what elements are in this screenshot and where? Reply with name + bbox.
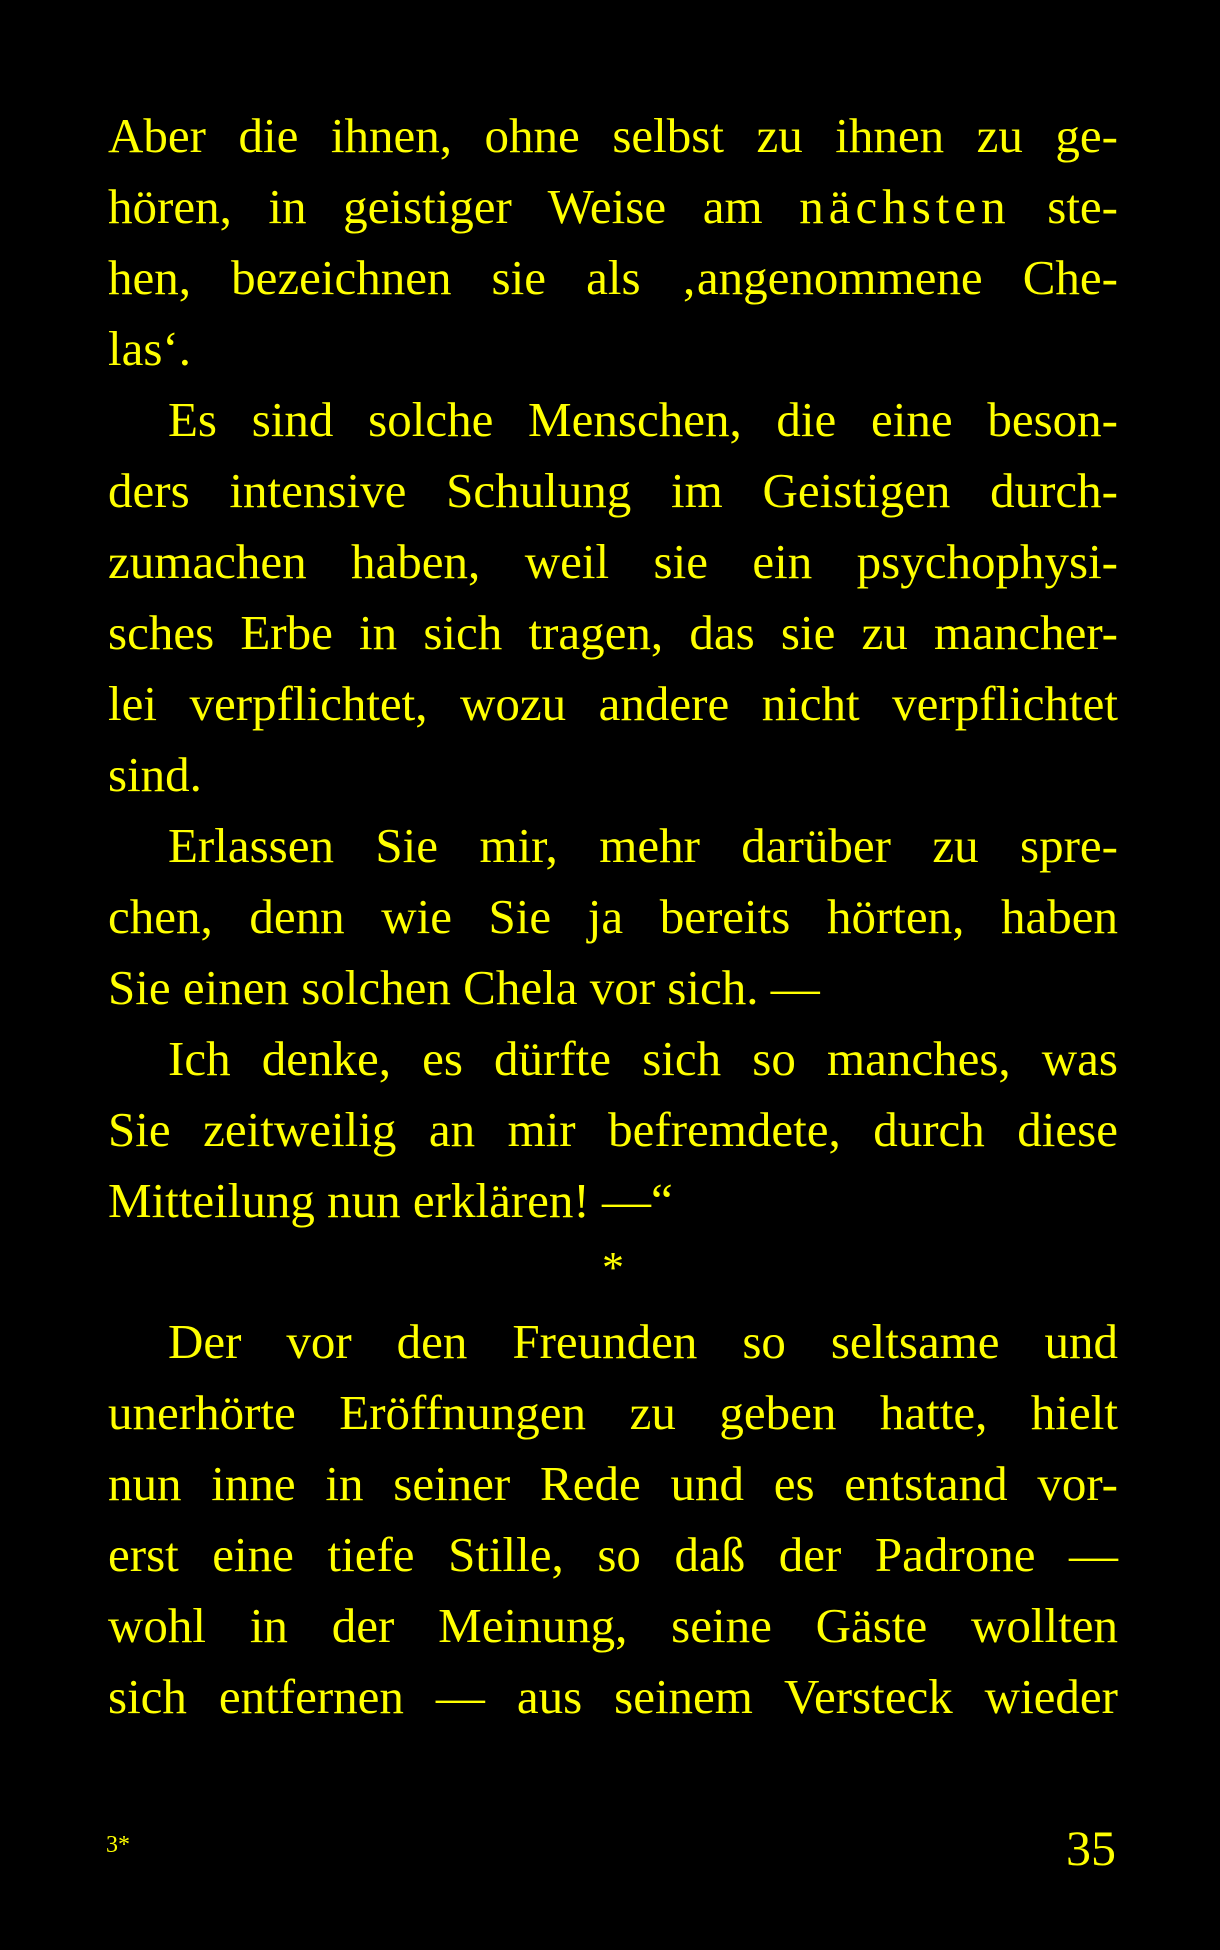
text-fragment: ste- (1010, 179, 1119, 234)
paragraph-4 (108, 1023, 1118, 1236)
text-line: Sie zeitweilig an mir befremdete, durch diese (108, 1102, 1118, 1157)
text-line (108, 171, 1118, 242)
text-line: Es sind solche Menschen, die eine beson- (168, 392, 1118, 447)
text-line: erst eine tiefe Stille, so daß der Padrone — (108, 1527, 1118, 1582)
text-line: Erlassen Sie mir, mehr darüber zu spre- (168, 818, 1118, 873)
text-line: zumachen haben, weil sie ein psychophysi- (108, 534, 1118, 589)
text-line: unerhörte Eröffnungen zu geben hatte, hielt (108, 1385, 1118, 1440)
emphasized-word: nächsten (799, 179, 1011, 234)
text-line: Der vor den Freunden so seltsame und (168, 1314, 1118, 1369)
text-line: sich entfernen — aus seinem Versteck wieder (108, 1669, 1118, 1724)
page-number: 35 (1066, 1820, 1116, 1876)
text-line: nun inne in seiner Rede und es entstand vor- (108, 1456, 1118, 1511)
paragraph-5 (108, 1306, 1118, 1732)
text-line: las‘. (108, 321, 191, 376)
paragraph-2 (108, 384, 1118, 810)
body-text (108, 100, 1118, 1732)
text-line: ders intensive Schulung im Geistigen durch- (108, 463, 1118, 518)
paragraph-1 (108, 100, 1118, 384)
text-line: hen, bezeichnen sie als ‚angenommene Che- (108, 250, 1118, 305)
text-line: Aber die ihnen, ohne selbst zu ihnen zu ge- (108, 108, 1118, 163)
text-fragment: hören, in geistiger Weise am (108, 179, 800, 234)
printer-signature-mark: 3* (106, 1832, 130, 1858)
text-line: chen, denn wie Sie ja bereits hörten, haben (108, 889, 1118, 944)
text-line: Sie einen solchen Chela vor sich. — (108, 960, 820, 1015)
paragraph-3 (108, 810, 1118, 1023)
section-separator: * (602, 1243, 624, 1292)
text-line: lei verpflichtet, wozu andere nicht verpflichtet (108, 676, 1118, 731)
text-line: wohl in der Meinung, seine Gäste wollten (108, 1598, 1118, 1653)
text-line: sches Erbe in sich tragen, das sie zu mancher- (108, 605, 1118, 660)
text-line: Mitteilung nun erklären! —“ (108, 1173, 673, 1228)
text-line: Ich denke, es dürfte sich so manches, was (168, 1031, 1118, 1086)
text-line: sind. (108, 747, 202, 802)
